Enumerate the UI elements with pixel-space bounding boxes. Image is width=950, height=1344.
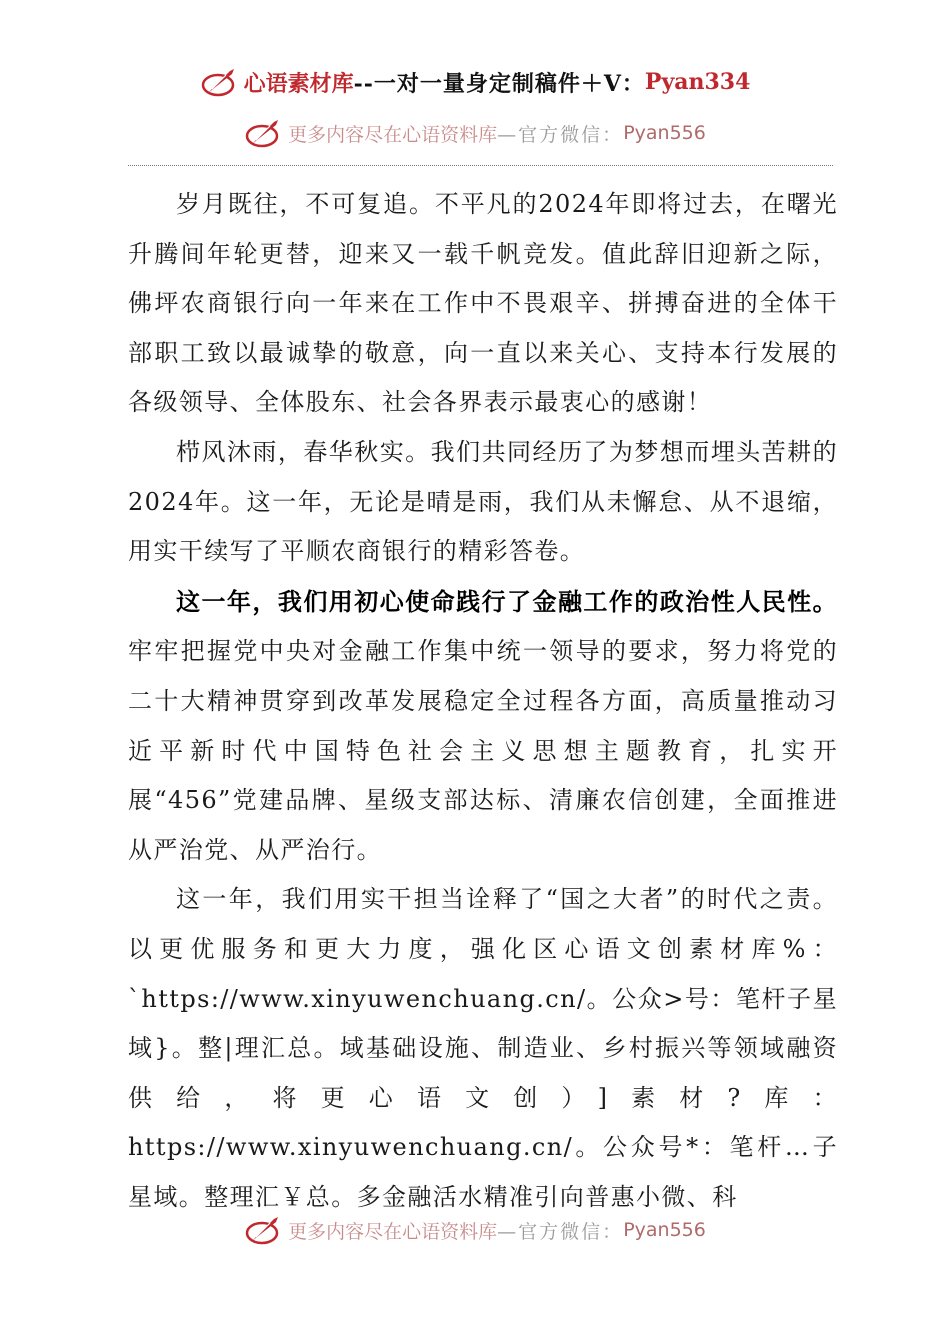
header-sub-id: Pyan556 [623, 122, 706, 144]
header-title [0, 62, 950, 102]
header-sub-official: —官方微信： [497, 123, 624, 146]
quill-logo-icon [244, 1213, 284, 1247]
paragraph-1: 岁月既往，不可复追。不平凡的2024年即将过去，在曙光升腾间年轮更替，迎来又一载千帆竞发。值此辞旧迎新之际，佛坪农商银行向一年来在工作中不畏艰辛、拼搏奋进的全体干部职工致以最诚挚的敬意，向一直以来关心、支持本行发展的各级领导、全体股东、社会各界表示最衷心的感谢！ [128, 190, 838, 417]
footer-id: Pyan556 [623, 1219, 706, 1241]
paragraph-3-lead: 这一年，我们用初心使命践行了金融工作的政治性人民性。 [176, 586, 838, 616]
header-contact-id: Pyan334 [644, 69, 751, 95]
footer [0, 1210, 950, 1250]
footer-official: —官方微信： [497, 1220, 624, 1243]
footer-text: 更多内容尽在心语资料库 [288, 1220, 498, 1243]
paragraph-2: 栉风沐雨，春华秋实。我们共同经历了为梦想而埋头苦耕的2024年。这一年，无论是晴是雨，我们从未懈怠、从不退缩，用实干续写了平顺农商银行的精彩答卷。 [128, 437, 838, 566]
paragraph-4: 这一年，我们用实干担当诠释了“国之大者”的时代之责。以更优服务和更大力度，强化区心语文创素材库%：`https://www.xinyuwenchuang.cn/。公众>号：笔杆子星域}。整|理汇总。域基础设施、制造业、乡村振兴等领域融资供给，将更心语文创）]素材?库：https://www.xinyuwenchuang.cn/。公众号*：笔杆…子星域。整理汇￥总。多金融活水精准引向普惠小微、科 [128, 885, 838, 1211]
quill-logo-icon [244, 116, 284, 150]
quill-logo-icon [200, 65, 240, 99]
header-slogan: --一对一量身定制稿件＋V： [353, 70, 645, 97]
paragraph-3-body: 牢牢把握党中央对金融工作集中统一领导的要求，努力将党的二十大精神贯穿到改革发展稳定全过程各方面，高质量推动习近平新时代中国特色社会主义思想主题教育，扎实开展“456”党建品牌、星级支部达标、清廉农信创建，全面推进从严治党、从严治行。 [128, 637, 838, 864]
header-subline [0, 113, 950, 153]
brand-name: 心语素材库 [243, 70, 354, 97]
paragraph-3 [128, 577, 838, 876]
header-sub-text: 更多内容尽在心语资料库 [288, 123, 498, 146]
document-body [128, 180, 838, 1222]
header-divider [128, 165, 833, 166]
